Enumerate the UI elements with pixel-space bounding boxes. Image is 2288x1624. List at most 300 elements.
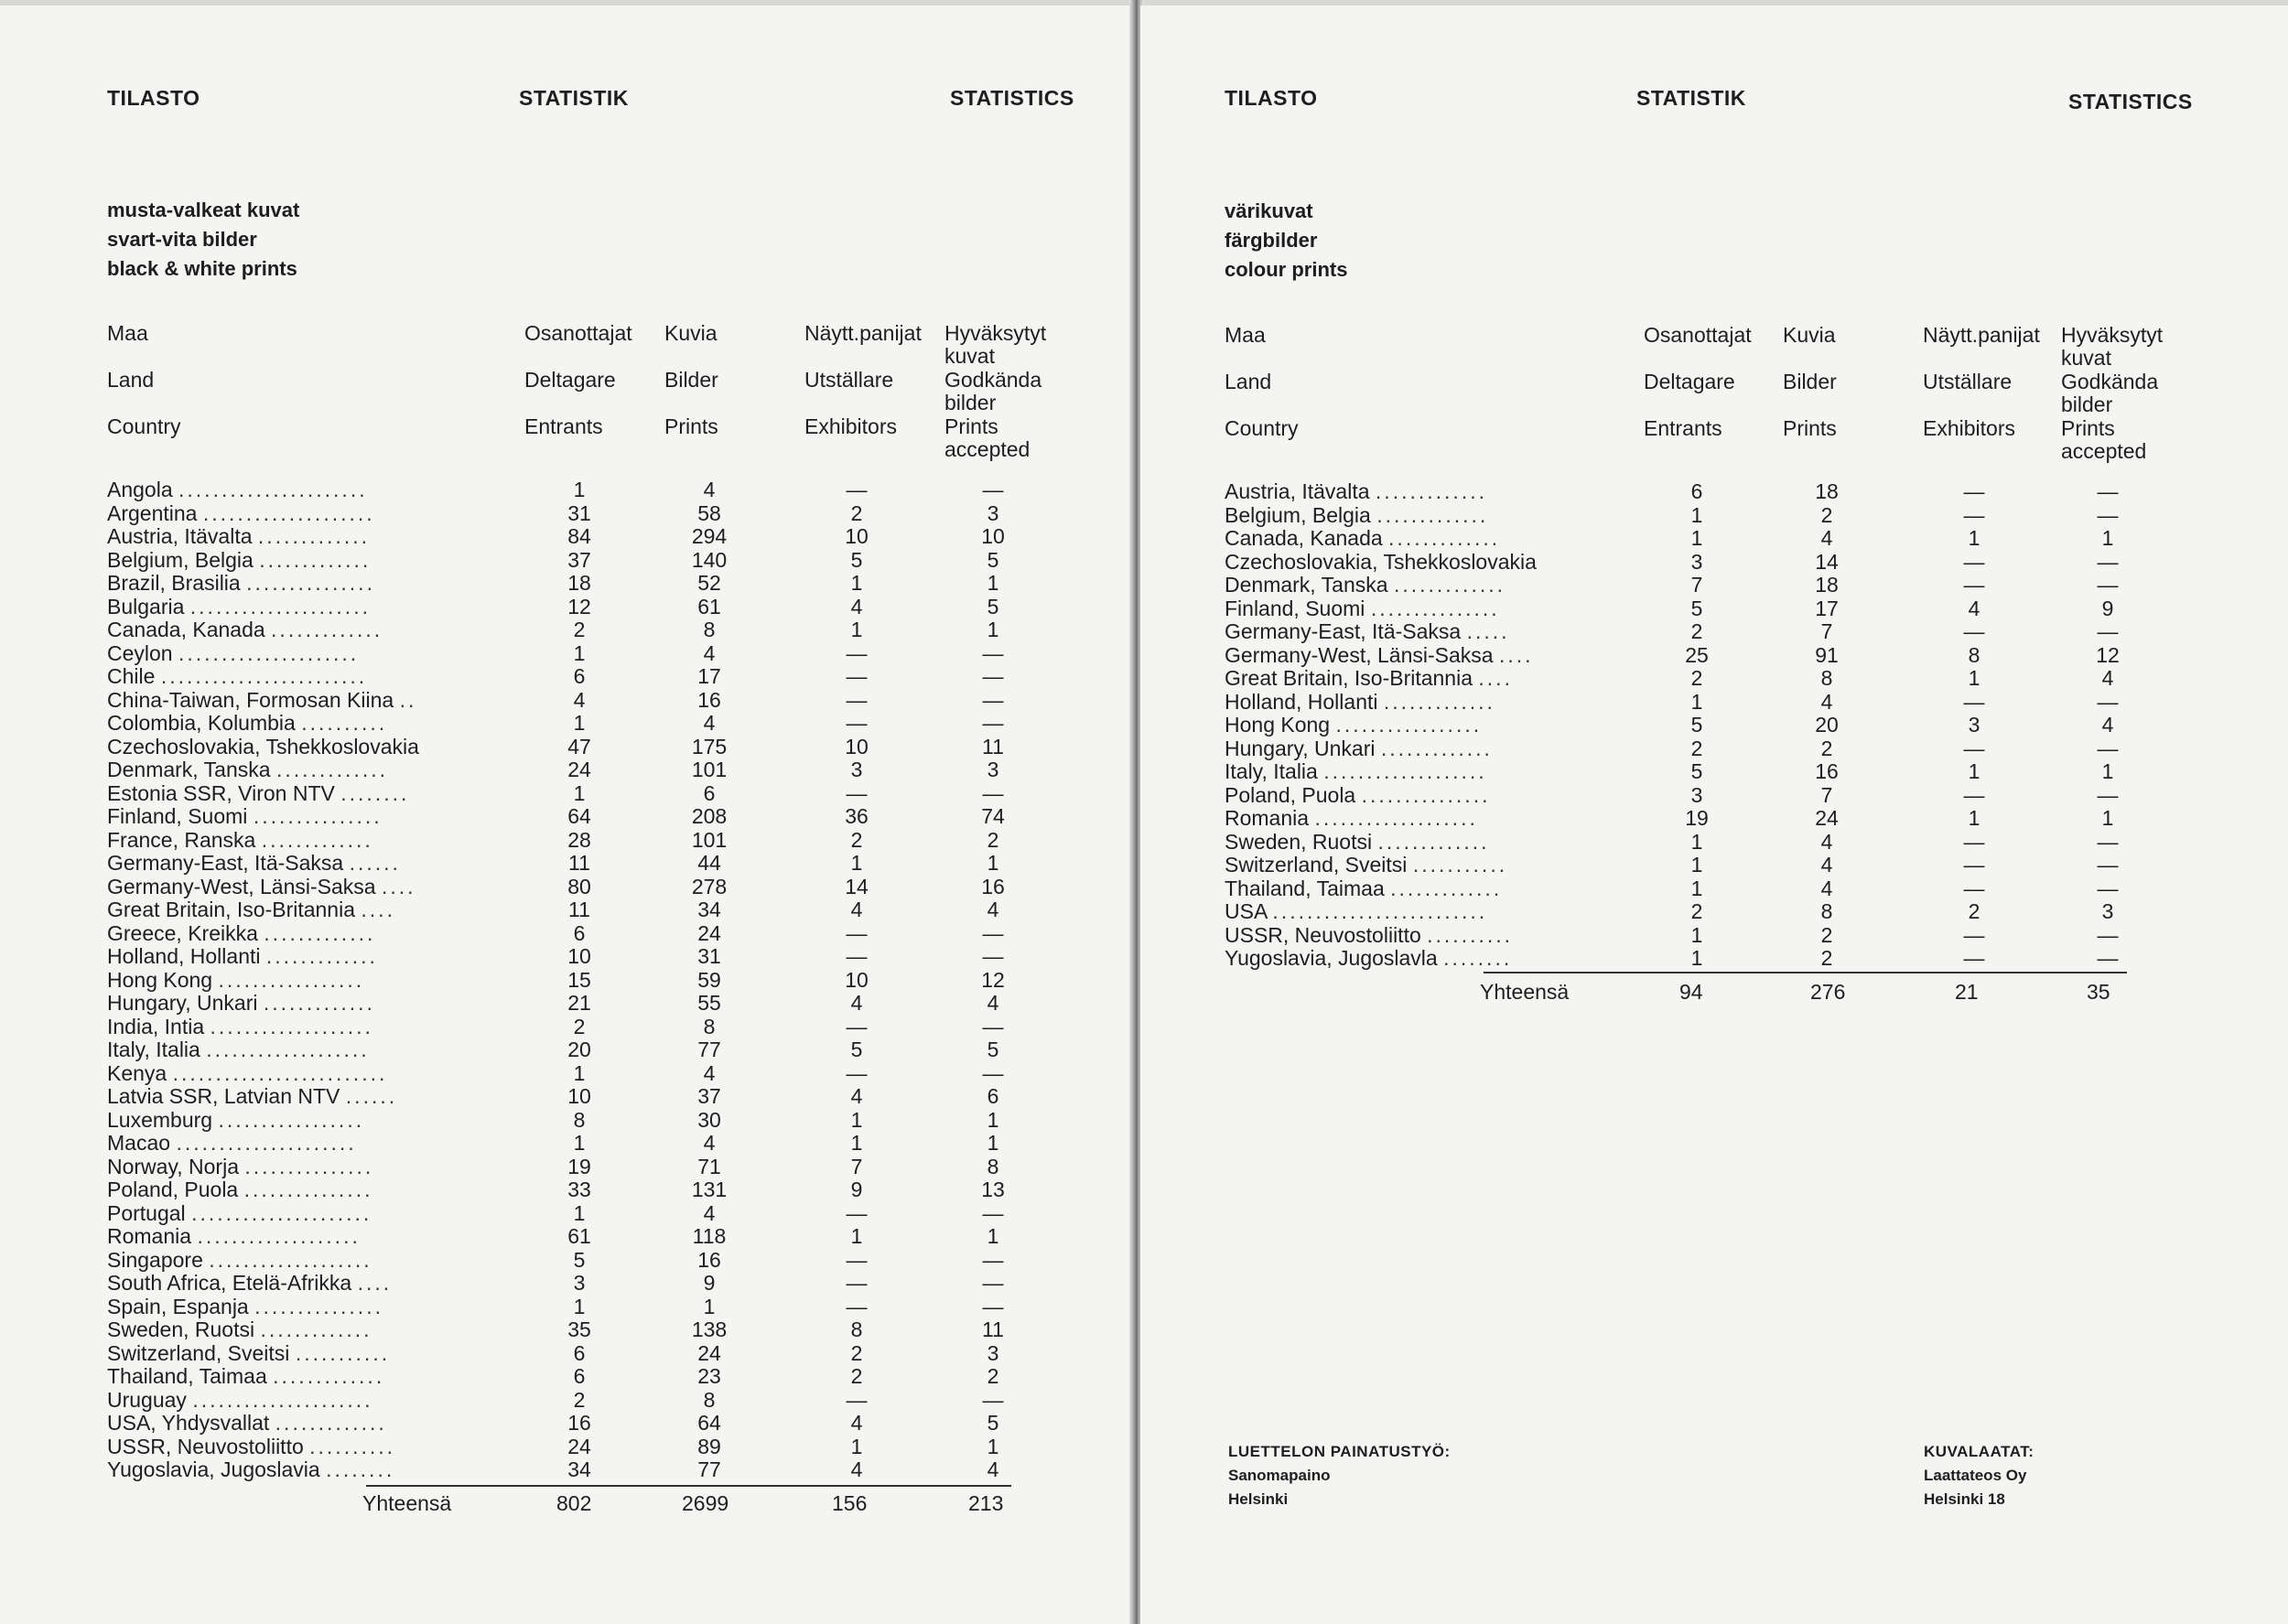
prints-value: 64 — [697, 1411, 721, 1435]
table-row — [107, 1132, 1022, 1156]
prints-value: 8 — [703, 1014, 716, 1038]
accepted-value: 1 — [987, 618, 999, 641]
prints-value: 4 — [703, 478, 716, 501]
entrants-value: 34 — [567, 1457, 591, 1481]
prints-value: 9 — [703, 1271, 716, 1295]
prints-value: 140 — [691, 547, 728, 572]
table-row — [107, 1318, 1022, 1342]
entrants-value: 21 — [567, 991, 591, 1015]
entrants-value: 6 — [573, 1340, 586, 1365]
accepted-value: — — [982, 1271, 1004, 1295]
table-row — [1225, 714, 2140, 737]
exhibitors-value: — — [1963, 502, 1985, 527]
country-name: Chile ........................ — [107, 665, 368, 688]
subtitle-line: musta-valkeat kuvat — [107, 199, 300, 221]
table-row — [107, 876, 1022, 899]
prints-value: 89 — [697, 1434, 721, 1458]
country-name: Singapore ................... — [107, 1248, 372, 1272]
accepted-value: — — [982, 1294, 1004, 1318]
accepted-value: 3 — [987, 1340, 999, 1365]
accepted-value: 1 — [987, 571, 999, 595]
country-name: Czechoslovakia, Tshekkoslovakia — [1225, 550, 1537, 574]
entrants-value: 31 — [567, 500, 591, 525]
entrants-value: 5 — [1690, 596, 1703, 620]
prints-value: 52 — [697, 571, 721, 595]
country-name: Canada, Kanada ............. — [1225, 527, 1501, 550]
prints-value: 101 — [691, 758, 728, 781]
prints-value: 7 — [1820, 619, 1833, 643]
country-name: India, Intia ................... — [107, 1015, 373, 1038]
accepted-value: — — [2097, 876, 2119, 900]
table-row — [107, 1389, 1022, 1413]
entrants-value: 6 — [573, 664, 586, 688]
table-row — [107, 1436, 1022, 1459]
exhibitors-value: 4 — [850, 898, 863, 921]
entrants-value: 1 — [573, 711, 586, 735]
prints-value: 23 — [697, 1364, 721, 1388]
country-name: Ceylon ..................... — [107, 641, 360, 665]
entrants-value: 19 — [567, 1154, 591, 1178]
exhibitors-value: 8 — [850, 1317, 863, 1341]
entrants-value: 1 — [573, 1200, 586, 1225]
accepted-value: 1 — [2101, 526, 2114, 550]
right-page: TILASTO STATISTIK STATISTICS värikuvat färgbilder colour prints Maa Land Country Osanottajat Deltagare Entrants Kuvia Bilder Prints Näytt.panijat Utställare Exhibitors Hyväksytyt kuvat Godkända bilder Prints accepted Austria, Itävalta ............. 6 18 — — Belgium, Belgia ............. 1 2 — — Canada, Kanada ............. 1 4 1 1 Czechoslovakia, Tshekkoslovakia 3 14 — — Denmark, Tanska ............. 7 18 — — Finland, Suomi ............... 5 17 4 9 Germany-East, Itä-Saksa ..... 2 7 — — Germany-West, Länsi-Saksa .... 25 91 8 12 Great Britain, Iso-Britannia .... 2 8 1 4 Holland, Hollanti ............. 1 4 — — Hong Kong ................. 5 20 3 4 Hungary, Unkari ............. 2 2 — — Italy, Italia ................... 5 16 1 1 Poland, Puola ............... 3 7 — — Romania ................... 19 24 1 1 Sweden, Ruotsi ............. 1 4 — — Switzerland, Sveitsi ........... 1 4 — — Thailand, Taimaa ............. 1 4 — — USA ......................... 2 8 2 3 USSR, Neuvostoliitto .......... 1 2 — — Yugoslavia, Jugoslavla ........ 1 2 — — Yhteensä 94 276 21 35 LUETTELON PAINATUSTYÖ: Sanomapaino Helsinki KUVALAATAT: Laattateos Oy Helsinki 18 — [1140, 5, 2288, 1624]
accepted-value: 9 — [2101, 596, 2114, 620]
accepted-value: — — [2097, 549, 2119, 574]
table-row — [107, 852, 1022, 876]
exhibitors-value: 10 — [845, 967, 869, 992]
left-page: TILASTO STATISTIK STATISTICS musta-valkeat kuvat svart-vita bilder black & white prints Maa Land Country Osanottajat Deltagare Entrants Kuvia Bilder Prints Näytt.panijat Utställare Exhibitors Hyväksytyt kuvat Godkända bilder Prints accepted Angola ...................... 1 4 — — Argentina .................... 31 58 2 3 Austria, Itävalta ............. 84 294 10 10 Belgium, Belgia ............. 37 140 5 5 Brazil, Brasilia ............... 18 52 1 1 Bulgaria ..................... 12 61 4 5 Canada, Kanada ............. 2 8 1 1 Ceylon ..................... 1 4 — — Chile ........................ 6 17 — — China-Taiwan, Formosan Kiina .. 4 16 — — Colombia, Kolumbia .......... 1 4 — — Czechoslovakia, Tshekkoslovakia 47 175 10 11 Denmark, Tanska ............. 24 101 3 3 Estonia SSR, Viron NTV ........ 1 6 — — Finland, Suomi ............... 64 208 36 74 France, Ranska ............. 28 101 2 2 Germany-East, Itä-Saksa ...... 11 44 1 1 Germany-West, Länsi-Saksa .... 80 278 14 16 Great Britain, Iso-Britannia .... 11 34 4 4 Greece, Kreikka ............. 6 24 — — Holland, Hollanti ............. 10 31 — — Hong Kong ................. 15 59 10 12 Hungary, Unkari ............. 21 55 4 4 India, Intia ................... 2 8 — — Italy, Italia ................... 20 77 5 5 Kenya ......................... 1 4 — — Latvia SSR, Latvian NTV ...... 10 37 4 6 Luxemburg ................. 8 30 1 1 Macao ..................... 1 4 1 1 Norway, Norja ............... 19 71 7 8 Poland, Puola ............... 33 131 9 13 Portugal ..................... 1 4 — — Romania ................... 61 118 1 1 Singapore ................... 5 16 — — South Africa, Etelä-Afrikka .... 3 9 — — Spain, Espanja ............... 1 1 — — Sweden, Ruotsi ............. 35 138 8 11 Switzerland, Sveitsi ........... 6 24 2 3 Thailand, Taimaa ............. 6 23 2 2 Uruguay ..................... 2 8 — — USA, Yhdysvallat ............. 16 64 4 5 USSR, Neuvostoliitto .......... 24 89 1 1 Yugoslavia, Jugoslavia ........ 34 77 4 4 Yhteensä 802 2699 156 213 — [0, 5, 1133, 1624]
table-row — [107, 969, 1022, 993]
exhibitors-value: 2 — [850, 500, 863, 525]
exhibitors-value: 5 — [850, 547, 863, 572]
header-statistik: STATISTIK — [519, 86, 629, 110]
header-tilasto: TILASTO — [1225, 86, 1318, 110]
total-exhibitors: 21 — [1955, 980, 1979, 1004]
entrants-value: 10 — [567, 1084, 591, 1108]
table-row — [107, 1249, 1022, 1273]
exhibitors-value: 4 — [1968, 596, 1980, 620]
country-name: Bulgaria ..................... — [107, 595, 371, 618]
entrants-value: 11 — [568, 851, 590, 875]
exhibitors-value: — — [846, 478, 868, 501]
entrants-value: 7 — [1690, 573, 1703, 597]
total-entrants: 802 — [556, 1491, 592, 1515]
country-name: Belgium, Belgia ............. — [107, 548, 372, 572]
exhibitors-value: 10 — [845, 734, 869, 758]
country-name: Sweden, Ruotsi ............. — [1225, 830, 1490, 854]
exhibitors-value: — — [1963, 619, 1985, 643]
accepted-value: — — [982, 1200, 1004, 1225]
entrants-value: 10 — [567, 944, 591, 968]
entrants-value: 64 — [567, 804, 591, 828]
entrants-value: 18 — [567, 571, 591, 595]
prints-value: 4 — [703, 1131, 716, 1155]
country-name: Colombia, Kolumbia .......... — [107, 712, 388, 735]
entrants-value: 1 — [1690, 502, 1703, 527]
footer-printing-credit: LUETTELON PAINATUSTYÖ: Sanomapaino Helsinki — [1228, 1443, 1451, 1508]
accepted-value: 1 — [987, 1131, 999, 1155]
table-row — [107, 782, 1022, 806]
accepted-value: 10 — [981, 524, 1005, 548]
exhibitors-value: 1 — [1968, 666, 1980, 690]
entrants-value: 2 — [573, 618, 586, 641]
entrants-value: 16 — [567, 1411, 591, 1435]
total-rule — [366, 1485, 1011, 1487]
country-name: Portugal ..................... — [107, 1201, 372, 1225]
country-name: Finland, Suomi ............... — [107, 805, 383, 828]
accepted-value: — — [982, 1247, 1004, 1272]
accepted-value: 4 — [987, 1457, 999, 1481]
prints-value: 8 — [1820, 666, 1833, 690]
table-row — [1225, 644, 2140, 668]
prints-value: 175 — [691, 734, 728, 758]
exhibitors-value: 1 — [850, 1131, 863, 1155]
country-name: Uruguay ..................... — [107, 1388, 373, 1412]
country-name: Poland, Puola ............... — [107, 1178, 373, 1201]
entrants-value: 37 — [567, 547, 591, 572]
country-name: Great Britain, Iso-Britannia .... — [107, 898, 395, 921]
accepted-value: — — [982, 780, 1004, 805]
exhibitors-value: — — [846, 1294, 868, 1318]
header-statistik: STATISTIK — [1636, 86, 1746, 110]
accepted-value: 1 — [987, 1107, 999, 1132]
entrants-value: 6 — [1690, 479, 1703, 503]
accepted-value: 74 — [981, 804, 1005, 828]
prints-value: 91 — [1815, 642, 1839, 667]
entrants-value: 20 — [567, 1038, 591, 1061]
country-name: France, Ranska ............. — [107, 828, 373, 852]
exhibitors-value: — — [846, 1060, 868, 1085]
prints-value: 44 — [697, 851, 721, 875]
prints-value: 2 — [1820, 946, 1833, 970]
prints-value: 24 — [1815, 806, 1839, 830]
accepted-value: 1 — [987, 1434, 999, 1458]
table-row — [107, 1458, 1022, 1482]
entrants-value: 1 — [573, 1131, 586, 1155]
entrants-value: 2 — [1690, 619, 1703, 643]
exhibitors-value: — — [1963, 549, 1985, 574]
accepted-value: 4 — [2101, 666, 2114, 690]
prints-value: 16 — [697, 687, 721, 712]
exhibitors-value: — — [846, 1014, 868, 1038]
prints-value: 24 — [697, 1340, 721, 1365]
accepted-value: 5 — [987, 1038, 999, 1061]
exhibitors-value: 3 — [1968, 713, 1980, 737]
exhibitors-value: 7 — [850, 1154, 863, 1178]
table-row — [107, 829, 1022, 853]
entrants-value: 15 — [567, 967, 591, 992]
table-row — [1225, 947, 2140, 971]
country-name: Czechoslovakia, Tshekkoslovakia — [107, 735, 419, 758]
prints-value: 278 — [691, 874, 728, 898]
table-row — [107, 1178, 1022, 1202]
prints-value: 7 — [1820, 782, 1833, 807]
exhibitors-value: 36 — [845, 804, 869, 828]
exhibitors-value: 1 — [850, 618, 863, 641]
entrants-value: 8 — [573, 1107, 586, 1132]
prints-value: 16 — [697, 1247, 721, 1272]
accepted-value: 6 — [987, 1084, 999, 1108]
exhibitors-value: 1 — [850, 1434, 863, 1458]
country-name: Poland, Puola ............... — [1225, 783, 1491, 807]
table-row — [107, 642, 1022, 666]
total-accepted: 35 — [2087, 980, 2110, 1004]
exhibitors-value: 4 — [850, 594, 863, 618]
prints-value: 58 — [697, 500, 721, 525]
table-row — [1225, 924, 2140, 948]
table-row — [1225, 574, 2140, 597]
entrants-value: 2 — [1690, 899, 1703, 923]
entrants-value: 1 — [1690, 946, 1703, 970]
accepted-value: 3 — [2101, 899, 2114, 923]
country-name: Luxemburg ................. — [107, 1108, 365, 1132]
table-row — [107, 736, 1022, 759]
accepted-value: 11 — [982, 734, 1004, 758]
prints-value: 4 — [703, 711, 716, 735]
country-name: Canada, Kanada ............. — [107, 618, 383, 641]
prints-value: 18 — [1815, 573, 1839, 597]
total-prints: 276 — [1810, 980, 1846, 1004]
accepted-value: — — [982, 1060, 1004, 1085]
accepted-value: 12 — [981, 967, 1005, 992]
accepted-value: 3 — [987, 758, 999, 781]
table-row — [107, 525, 1022, 549]
entrants-value: 1 — [1690, 853, 1703, 877]
country-name: South Africa, Etelä-Afrikka .... — [107, 1272, 393, 1295]
country-name: Thailand, Taimaa ............. — [107, 1365, 385, 1388]
accepted-value: 4 — [987, 991, 999, 1015]
country-name: Thailand, Taimaa ............. — [1225, 877, 1503, 900]
country-name: Hong Kong ................. — [107, 968, 365, 992]
country-name: Sweden, Ruotsi ............. — [107, 1318, 372, 1341]
country-name: Macao ..................... — [107, 1132, 357, 1155]
country-name: Latvia SSR, Latvian NTV ...... — [107, 1085, 398, 1108]
prints-value: 208 — [691, 804, 728, 828]
table-row — [107, 758, 1022, 782]
exhibitors-value: — — [1963, 736, 1985, 760]
country-name: Great Britain, Iso-Britannia .... — [1225, 667, 1513, 690]
subtitle-line: svart-vita bilder — [107, 228, 257, 251]
country-name: Brazil, Brasilia ............... — [107, 572, 375, 595]
header-statistics: STATISTICS — [2068, 90, 2193, 113]
prints-value: 138 — [691, 1317, 728, 1341]
table-row — [107, 479, 1022, 502]
prints-value: 4 — [1820, 829, 1833, 854]
table-row — [107, 1062, 1022, 1086]
table-row — [1225, 784, 2140, 808]
entrants-value: 28 — [567, 827, 591, 852]
entrants-value: 33 — [567, 1178, 591, 1201]
prints-value: 131 — [691, 1178, 728, 1201]
prints-value: 20 — [1815, 713, 1839, 737]
accepted-value: — — [2097, 829, 2119, 854]
entrants-value: 1 — [573, 1294, 586, 1318]
accepted-value: 12 — [2096, 642, 2120, 667]
table-row — [107, 992, 1022, 1016]
exhibitors-value: — — [846, 664, 868, 688]
exhibitors-value: — — [1963, 782, 1985, 807]
table-row — [1225, 597, 2140, 621]
accepted-value: 5 — [987, 1411, 999, 1435]
accepted-value: — — [2097, 782, 2119, 807]
country-name: Denmark, Tanska ............. — [107, 758, 389, 781]
prints-value: 18 — [1815, 479, 1839, 503]
exhibitors-value: 1 — [850, 1107, 863, 1132]
exhibitors-value: 1 — [850, 851, 863, 875]
country-name: Hungary, Unkari ............. — [1225, 737, 1493, 760]
country-name: Hungary, Unkari ............. — [107, 992, 375, 1015]
prints-value: 2 — [1820, 502, 1833, 527]
country-name: Finland, Suomi ............... — [1225, 597, 1500, 620]
accepted-value: 4 — [987, 898, 999, 921]
table-row — [107, 1038, 1022, 1062]
accepted-value: — — [2097, 479, 2119, 503]
section-subtitle — [107, 196, 299, 284]
exhibitors-value: — — [846, 640, 868, 665]
table-row — [1225, 807, 2140, 831]
entrants-value: 2 — [573, 1014, 586, 1038]
entrants-value: 35 — [567, 1317, 591, 1341]
table-row — [107, 502, 1022, 526]
footer-plates-credit: KUVALAATAT: Laattateos Oy Helsinki 18 — [1924, 1443, 2034, 1508]
entrants-value: 3 — [1690, 782, 1703, 807]
exhibitors-value: — — [1963, 853, 1985, 877]
table-row — [107, 689, 1022, 713]
entrants-value: 4 — [573, 687, 586, 712]
country-name: Italy, Italia ................... — [1225, 760, 1487, 783]
table-row — [107, 572, 1022, 596]
accepted-value: 11 — [982, 1317, 1004, 1341]
exhibitors-value: 1 — [1968, 806, 1980, 830]
country-name: Hong Kong ................. — [1225, 714, 1483, 737]
exhibitors-value: — — [1963, 479, 1985, 503]
accepted-value: — — [2097, 853, 2119, 877]
country-name: Argentina .................... — [107, 501, 375, 525]
exhibitors-value: — — [1963, 829, 1985, 854]
exhibitors-value: — — [1963, 922, 1985, 947]
accepted-value: 16 — [981, 874, 1005, 898]
entrants-value: 11 — [568, 898, 590, 921]
table-row — [107, 1365, 1022, 1389]
prints-value: 17 — [1815, 596, 1839, 620]
prints-value: 71 — [697, 1154, 721, 1178]
table-row — [107, 898, 1022, 922]
table-row — [1225, 760, 2140, 784]
entrants-value: 5 — [1690, 713, 1703, 737]
country-name: Norway, Norja ............... — [107, 1155, 374, 1178]
total-label: Yhteensä — [1480, 980, 1570, 1004]
exhibitors-value: — — [1963, 573, 1985, 597]
prints-value: 24 — [697, 920, 721, 945]
header-tilasto: TILASTO — [107, 86, 200, 110]
table-row — [1225, 877, 2140, 901]
exhibitors-value: 2 — [1968, 899, 1980, 923]
prints-value: 59 — [697, 967, 721, 992]
subtitle-line: colour prints — [1225, 258, 1348, 281]
total-entrants: 94 — [1679, 980, 1703, 1004]
table-row — [107, 1296, 1022, 1319]
exhibitors-value: 2 — [850, 1340, 863, 1365]
country-name: Yugoslavia, Jugoslavla ........ — [1225, 947, 1513, 970]
accepted-value: — — [982, 687, 1004, 712]
accepted-value: — — [2097, 922, 2119, 947]
country-name: Angola ...................... — [107, 479, 368, 501]
prints-value: 8 — [1820, 899, 1833, 923]
exhibitors-value: — — [1963, 946, 1985, 970]
exhibitors-value: — — [846, 920, 868, 945]
table-row — [107, 596, 1022, 619]
exhibitors-value: — — [846, 944, 868, 968]
total-prints: 2699 — [682, 1491, 729, 1515]
header-statistics: STATISTICS — [950, 86, 1074, 110]
prints-value: 61 — [697, 594, 721, 618]
country-name: USSR, Neuvostoliitto .......... — [107, 1435, 396, 1458]
entrants-value: 2 — [1690, 736, 1703, 760]
accepted-value: — — [2097, 736, 2119, 760]
country-name: Holland, Hollanti ............. — [107, 945, 378, 968]
country-name: Yugoslavia, Jugoslavia ........ — [107, 1458, 395, 1481]
entrants-value: 24 — [567, 1434, 591, 1458]
entrants-value: 1 — [573, 1060, 586, 1085]
prints-value: 2 — [1820, 736, 1833, 760]
country-name: China-Taiwan, Formosan Kiina .. — [107, 688, 417, 712]
entrants-value: 1 — [1690, 922, 1703, 947]
country-name: Belgium, Belgia ............. — [1225, 503, 1489, 527]
prints-value: 4 — [703, 1060, 716, 1085]
entrants-value: 5 — [1690, 759, 1703, 783]
prints-value: 6 — [703, 780, 716, 805]
accepted-value: — — [982, 920, 1004, 945]
prints-value: 37 — [697, 1084, 721, 1108]
prints-value: 16 — [1815, 759, 1839, 783]
entrants-value: 19 — [1685, 806, 1709, 830]
exhibitors-value: 8 — [1968, 642, 1980, 667]
country-name: Kenya ......................... — [107, 1061, 388, 1085]
entrants-value: 1 — [1690, 526, 1703, 550]
entrants-value: 6 — [573, 1364, 586, 1388]
accepted-value: 8 — [987, 1154, 999, 1178]
table-row — [107, 665, 1022, 689]
prints-value: 118 — [692, 1224, 727, 1248]
table-row — [107, 1412, 1022, 1436]
entrants-value: 25 — [1685, 642, 1709, 667]
entrants-value: 1 — [573, 478, 586, 501]
accepted-value: 5 — [987, 547, 999, 572]
exhibitors-value: 1 — [850, 571, 863, 595]
prints-value: 4 — [1820, 853, 1833, 877]
total-label: Yhteensä — [362, 1491, 452, 1515]
table-row — [107, 1272, 1022, 1296]
table-row — [107, 1202, 1022, 1226]
accepted-value: — — [982, 640, 1004, 665]
entrants-value: 1 — [1690, 829, 1703, 854]
total-rule — [1484, 972, 2127, 973]
country-name: Romania ................... — [107, 1225, 361, 1248]
table-row — [107, 1109, 1022, 1133]
entrants-value: 1 — [573, 640, 586, 665]
subtitle-line: värikuvat — [1225, 199, 1313, 222]
exhibitors-value: 1 — [1968, 526, 1980, 550]
accepted-value: 13 — [981, 1178, 1005, 1201]
table-row — [107, 805, 1022, 829]
table-row — [107, 1016, 1022, 1039]
exhibitors-value: 1 — [1968, 759, 1980, 783]
prints-value: 2 — [1820, 922, 1833, 947]
entrants-value: 2 — [573, 1387, 586, 1412]
accepted-value: — — [982, 711, 1004, 735]
section-subtitle — [1225, 197, 1347, 285]
